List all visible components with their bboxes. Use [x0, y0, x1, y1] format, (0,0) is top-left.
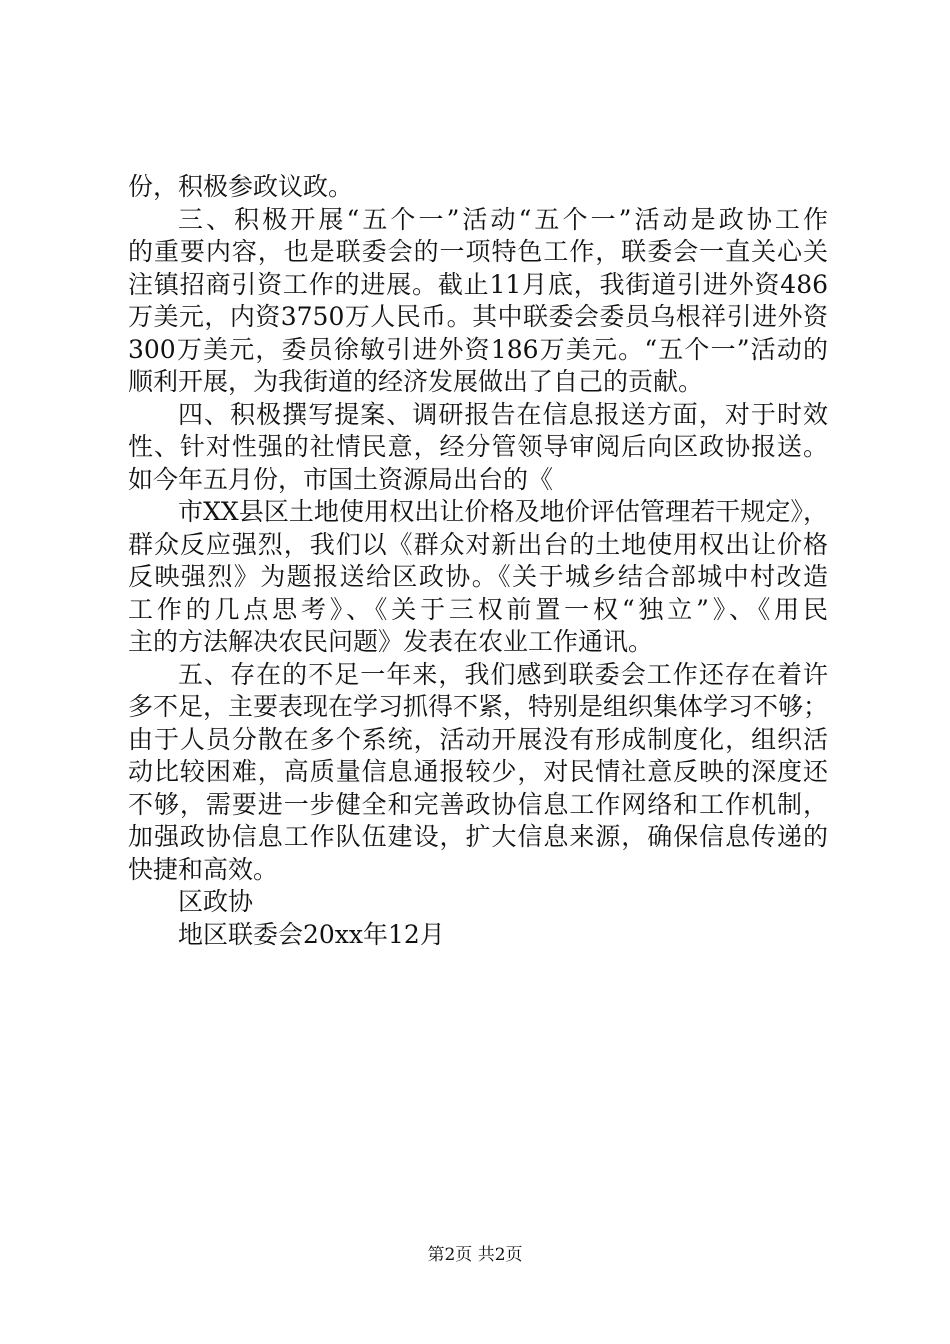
text-line: 万美元，内资3750万人民币。其中联委会委员乌根祥引进外资 — [128, 302, 828, 331]
text-line: 注镇招商引资工作的进展。截止11月底，我街道引进外资486 — [128, 269, 828, 299]
text-line: 工作的几点思考》、《关于三权前置一权“独立”》、《用民 — [128, 594, 828, 624]
text-line: 群众反应强烈，我们以《群众对新出台的土地使用权出让价格 — [128, 529, 828, 559]
text-line: 动比较困难，高质量信息通报较少，对民情社意反映的深度还 — [128, 757, 828, 786]
text-line: 不够，需要进一步健全和完善政协信息工作网络和工作机制， — [128, 789, 828, 819]
text-line: 多不足，主要表现在学习抓得不紧，特别是组织集体学习不够； — [128, 692, 829, 721]
page-number: 第2页 共2页 — [427, 1245, 523, 1265]
text-line: 300万美元，委员徐敏引进外资186万美元。“五个一”活动的 — [128, 334, 828, 364]
text-line: 份，积极参政议政。 — [128, 172, 354, 201]
text-line: 加强政协信息工作队伍建设，扩大信息来源，确保信息传递的 — [128, 822, 828, 851]
text-line: 如今年五月份，市国土资源局出台的《 — [128, 464, 554, 494]
signature-date: 地区联委会20xx年12月 — [178, 919, 445, 949]
text-line: 三、积极开展“五个一”活动“五个一”活动是政协工作 — [178, 204, 828, 234]
text-line: 五、存在的不足一年来，我们感到联委会工作还存在着许 — [178, 659, 828, 689]
text-line: 市XX县区土地使用权出让价格及地价评估管理若干规定》， — [178, 497, 828, 526]
text-line: 的重要内容，也是联委会的一项特色工作，联委会一直关心关 — [128, 237, 828, 266]
text-line: 顺利开展，为我街道的经济发展做出了自己的贡献。 — [128, 367, 704, 396]
text-line: 由于人员分散在多个系统，活动开展没有形成制度化，组织活 — [128, 724, 828, 754]
text-line: 快捷和高效。 — [128, 854, 279, 884]
document-body — [128, 171, 828, 951]
text-line: 反映强烈》为题报送给区政协。《关于城乡结合部城中村改造 — [128, 562, 828, 591]
text-line: 主的方法解决农民问题》发表在农业工作通讯。 — [128, 627, 654, 656]
text-line: 性、针对性强的社情民意，经分管领导审阅后向区政协报送。 — [128, 432, 828, 461]
signature-org: 区政协 — [178, 887, 254, 916]
text-line: 四、积极撰写提案、调研报告在信息报送方面，对于时效 — [178, 399, 828, 429]
